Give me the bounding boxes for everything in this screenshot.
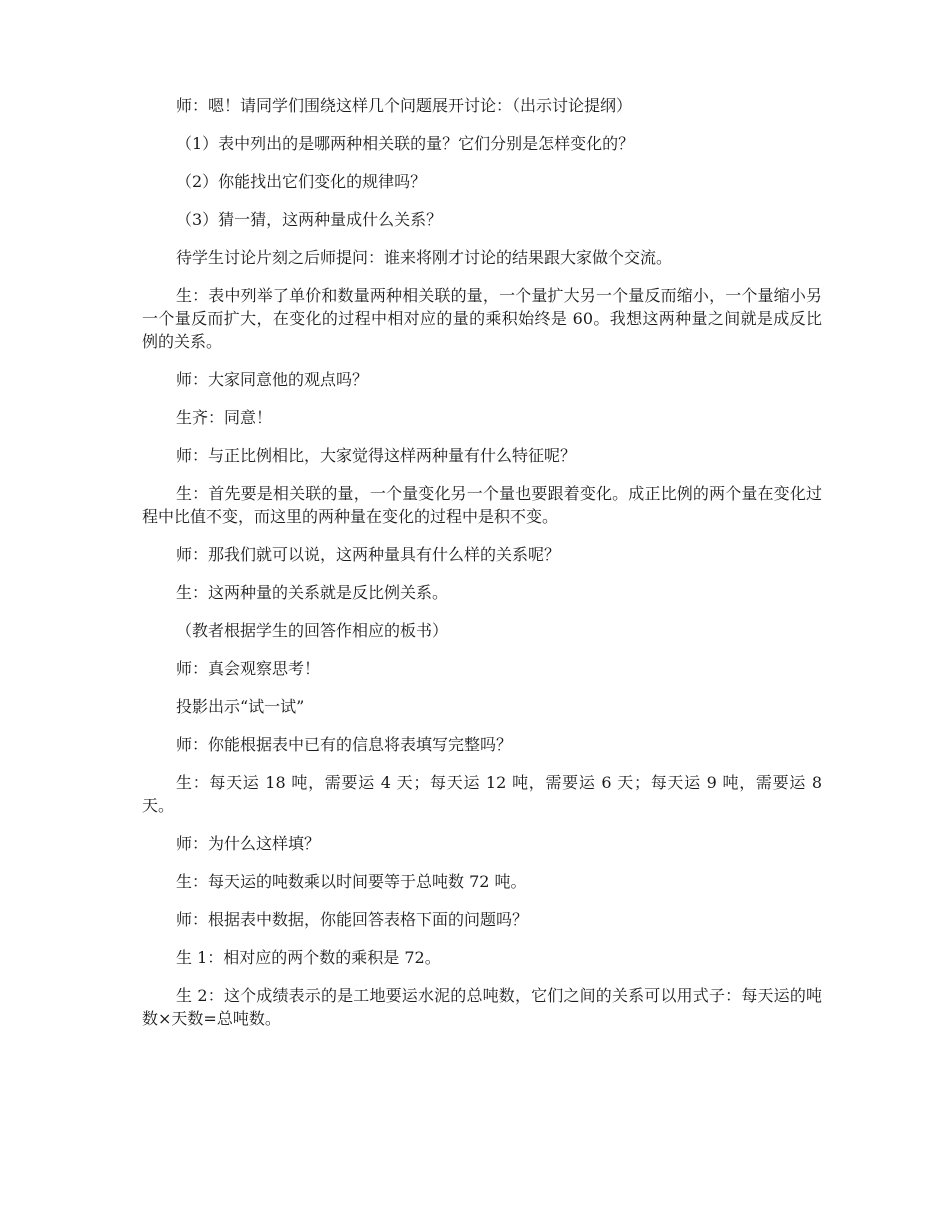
paragraph-teacher-question: 师：根据表中数据，你能回答表格下面的问题吗？: [176, 910, 529, 929]
paragraph-discussion-intro: 师：嗯！请同学们围绕这样几个问题展开讨论：（出示讨论提纲）: [176, 96, 633, 115]
paragraph-student-answer-1: 生：表中列举了单价和数量两种相关联的量，一个量扩大另一个量反而缩小，一个量缩小另一个量反而扩大，在变化的过程中相对应的量的乘积始终是 60。我想这两种量之间就是成反比例的关系。: [142, 286, 822, 351]
paragraph-teacher-relation: 师：那我们就可以说，这两种量具有什么样的关系呢？: [176, 545, 561, 564]
paragraph-board-note: （教者根据学生的回答作相应的板书）: [176, 621, 449, 640]
paragraph-question-2: （2）你能找出它们变化的规律吗？: [176, 172, 427, 191]
paragraph-teacher-compare: 师：与正比例相比，大家觉得这样两种量有什么特征呢？: [176, 446, 577, 465]
paragraph-teacher-agree: 师：大家同意他的观点吗？: [176, 370, 369, 389]
paragraph-question-1: （1）表中列出的是哪两种相关联的量？它们分别是怎样变化的？: [176, 134, 635, 153]
paragraph-students-agree: 生齐：同意！: [176, 408, 273, 427]
paragraph-teacher-fill-table: 师：你能根据表中已有的信息将表填写完整吗？: [176, 735, 513, 754]
paragraph-student-answer-4: 生：每天运 18 吨，需要运 4 天；每天运 12 吨，需要运 6 天；每天运 9 吨，需要运 8 天。: [142, 773, 822, 815]
paragraph-student-answer-5: 生：每天运的吨数乘以时间要等于总吨数 72 吨。: [176, 872, 527, 891]
paragraph-student-1: 生 1：相对应的两个数的乘积是 72。: [176, 948, 441, 967]
paragraph-student-answer-3: 生：这两种量的关系就是反比例关系。: [176, 583, 449, 602]
paragraph-teacher-asks: 待学生讨论片刻之后师提问：谁来将刚才讨论的结果跟大家做个交流。: [176, 248, 673, 267]
document-body: [142, 94, 822, 1045]
paragraph-teacher-why: 师：为什么这样填？: [176, 834, 321, 853]
paragraph-projection: 投影出示“试一试”: [176, 697, 305, 716]
paragraph-student-2: 生 2：这个成绩表示的是工地要运水泥的总吨数，它们之间的关系可以用式子：每天运的吨数×天数=总吨数。: [142, 986, 822, 1028]
paragraph-teacher-praise: 师：真会观察思考！: [176, 659, 321, 678]
paragraph-question-3: （3）猜一猜，这两种量成什么关系？: [176, 210, 443, 229]
paragraph-student-answer-2: 生：首先要是相关联的量，一个量变化另一个量也要跟着变化。成正比例的两个量在变化过程中比值不变，而这里的两种量在变化的过程中是积不变。: [142, 484, 822, 526]
